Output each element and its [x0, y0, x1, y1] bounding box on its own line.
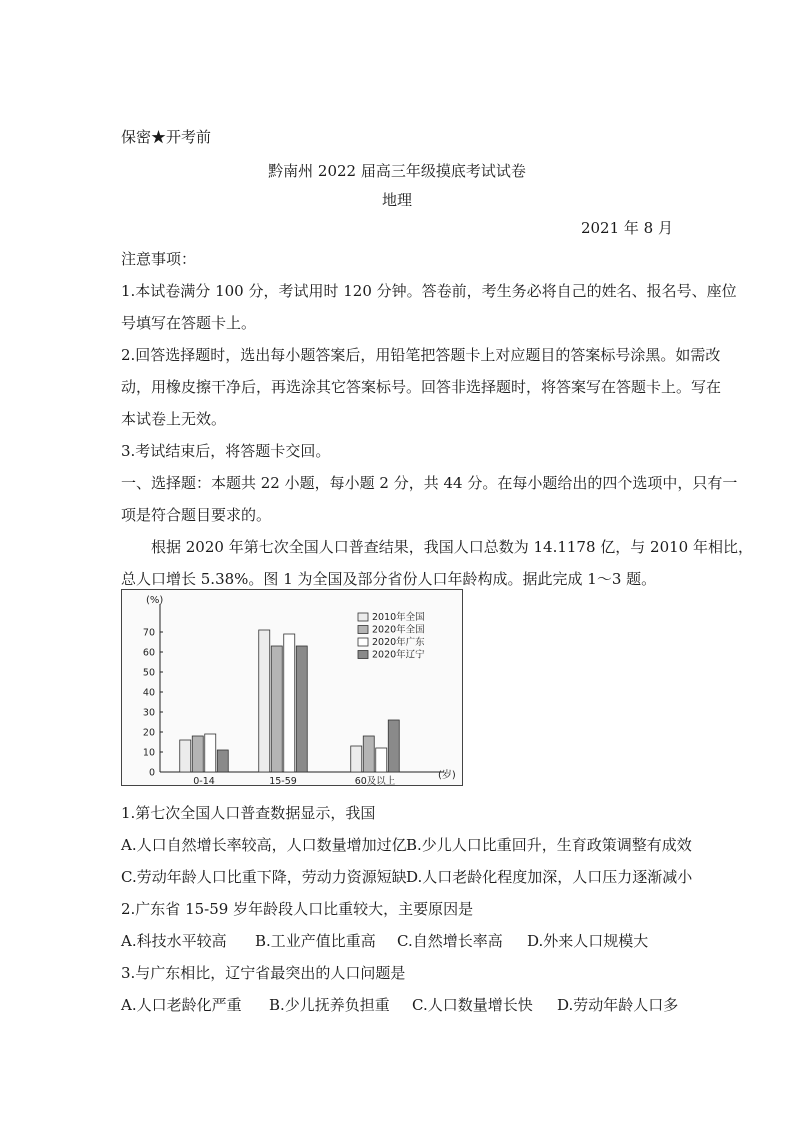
- bar: [192, 736, 203, 772]
- notes-line: 号填写在答题卡上。: [121, 314, 257, 332]
- option-1d: D.人口老龄化程度加深，人口压力逐渐减小: [406, 868, 693, 886]
- legend-swatch: [358, 651, 368, 659]
- option-3c: C.人口数量增长快: [412, 996, 533, 1014]
- x-tick-label: 15-59: [269, 776, 297, 787]
- exam-date: 2021 年 8 月: [580, 219, 673, 237]
- y-tick-label: 60: [142, 647, 155, 659]
- section-heading: 项是符合题目要求的。: [121, 506, 272, 524]
- y-axis-unit: (%): [146, 595, 164, 606]
- legend-swatch: [358, 638, 368, 646]
- option-2a: A.科技水平较高: [121, 932, 227, 950]
- y-tick-label: 0: [148, 767, 155, 779]
- question-stem: 2.广东省 15-59 岁年龄段人口比重较大，主要原因是: [121, 900, 474, 918]
- option-1b: B.少儿人口比重回升，生育政策调整有成效: [406, 836, 692, 854]
- bar: [376, 748, 387, 772]
- chart-svg: [122, 590, 464, 787]
- bar: [284, 634, 295, 772]
- x-tick-label: 60及以上: [354, 776, 396, 787]
- x-axis-unit: (岁): [438, 770, 456, 781]
- bar: [271, 646, 282, 772]
- subject-title: 地理: [381, 191, 412, 209]
- passage-line: 根据 2020 年第七次全国人口普查结果，我国人口总数为 14.1178 亿，与 2010 年相比，: [151, 538, 753, 556]
- passage-line: 总人口增长 5.38%。图 1 为全国及部分省份人口年龄构成。据此完成 1～3 题。: [121, 570, 657, 588]
- option-2d: D.外来人口规模大: [527, 932, 649, 950]
- population-age-chart: [121, 589, 463, 786]
- legend-label: 2020年全国: [372, 624, 425, 636]
- bar: [388, 720, 399, 772]
- option-3d: D.劳动年龄人口多: [557, 996, 679, 1014]
- bar: [296, 646, 307, 772]
- legend-swatch: [358, 626, 368, 634]
- option-2c: C.自然增长率高: [397, 932, 503, 950]
- notes-line: 1.本试卷满分 100 分，考试用时 120 分钟。答卷前，考生务必将自己的姓名、报名号、座位: [121, 282, 737, 300]
- y-tick-label: 70: [142, 627, 155, 639]
- bar: [351, 746, 362, 772]
- option-2b: B.工业产值比重高: [255, 932, 376, 950]
- legend-label: 2020年广东: [372, 637, 425, 648]
- option-1a: A.人口自然增长率较高，人口数量增加过亿: [121, 836, 407, 854]
- y-tick-label: 50: [142, 667, 155, 679]
- option-3b: B.少儿抚养负担重: [269, 996, 390, 1014]
- notes-line: 2.回答选择题时，选出每小题答案后，用铅笔把答题卡上对应题目的答案标号涂黑。如需改: [121, 346, 721, 364]
- notes-line: 动，用橡皮擦干净后，再选涂其它答案标号。回答非选择题时，将答案写在答题卡上。写在: [121, 378, 722, 396]
- x-tick-label: 0-14: [193, 776, 215, 787]
- bar: [363, 736, 374, 772]
- y-tick-label: 20: [142, 727, 155, 739]
- bar: [205, 734, 216, 772]
- y-tick-label: 10: [142, 747, 155, 759]
- y-tick-label: 40: [142, 687, 155, 699]
- option-3a: A.人口老龄化严重: [121, 996, 242, 1014]
- question-stem: 3.与广东相比，辽宁省最突出的人口问题是: [121, 964, 406, 982]
- notes-line: 本试卷上无效。: [121, 410, 227, 428]
- legend-swatch: [358, 613, 368, 621]
- bar: [180, 740, 191, 772]
- legend-label: 2020年辽宁: [372, 649, 425, 661]
- option-1c: C.劳动年龄人口比重下降，劳动力资源短缺: [121, 868, 407, 886]
- exam-title: 黔南州 2022 届高三年级摸底考试试卷: [268, 162, 526, 180]
- bar: [217, 750, 228, 772]
- legend-label: 2010年全国: [372, 612, 425, 623]
- bar: [259, 630, 270, 772]
- secret-mark: 保密★开考前: [121, 128, 212, 146]
- notes-line: 3.考试结束后，将答题卡交回。: [121, 442, 331, 460]
- notes-heading: 注意事项：: [121, 250, 197, 268]
- y-tick-label: 30: [142, 707, 155, 719]
- question-stem: 1.第七次全国人口普查数据显示，我国: [121, 804, 376, 822]
- section-heading: 一、选择题：本题共 22 小题，每小题 2 分，共 44 分。在每小题给出的四个选项中，只有一: [121, 474, 738, 492]
